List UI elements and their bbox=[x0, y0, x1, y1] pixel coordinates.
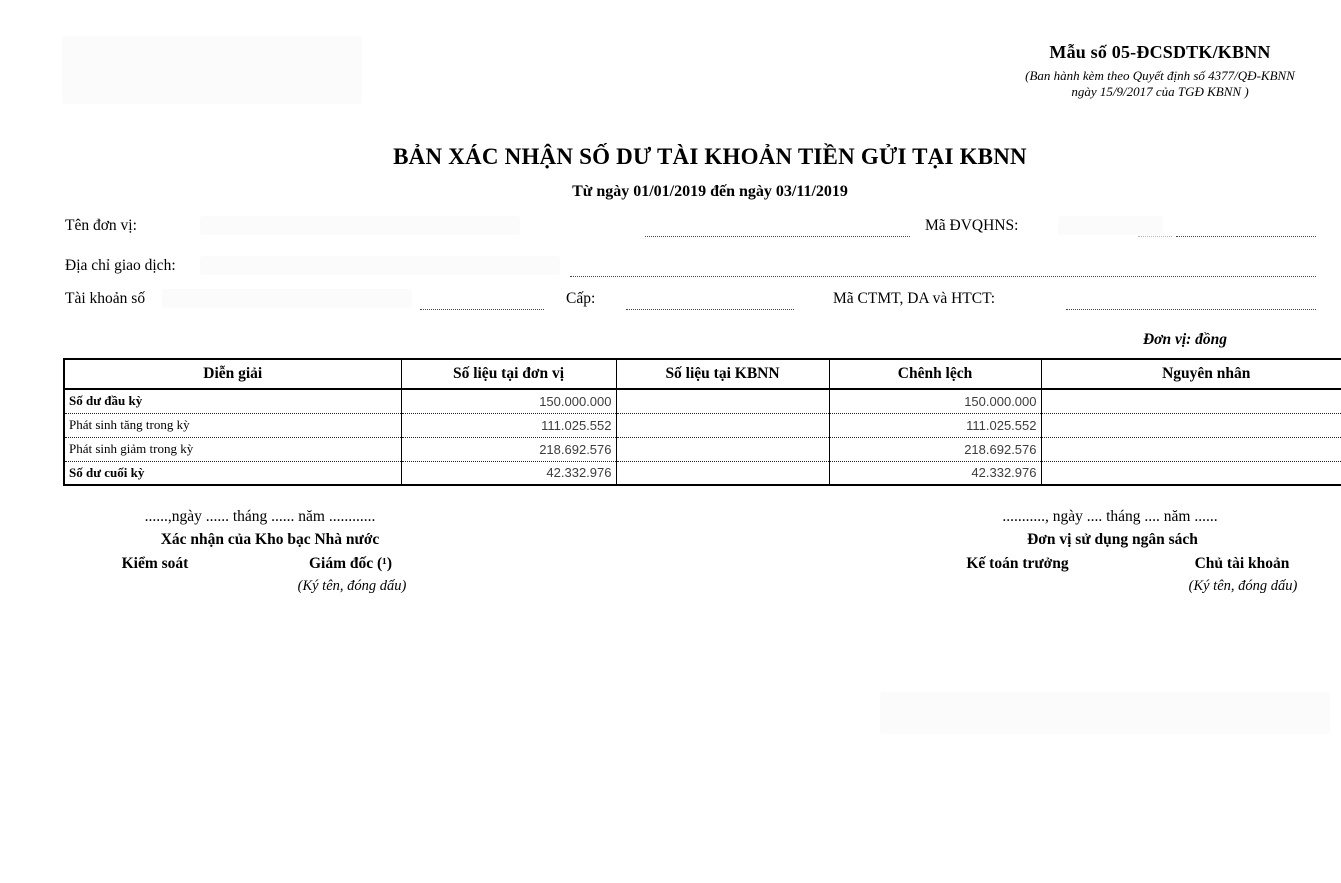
level-label: Cấp: bbox=[566, 290, 596, 307]
treasury-controller-role: Kiểm soát bbox=[121, 555, 189, 572]
dvqhns-dotted-line-light bbox=[1138, 236, 1172, 237]
redacted-unit-name-value bbox=[200, 216, 520, 235]
form-issuance-line1: (Ban hành kèm theo Quyết định số 4377/QĐ-KBNN bbox=[1025, 68, 1295, 83]
dvqhns-label: Mã ĐVQHNS: bbox=[925, 217, 1019, 234]
row-label: Số dư đầu kỳ bbox=[64, 389, 401, 413]
level-dotted-line bbox=[626, 309, 794, 310]
unit-name-label: Tên đơn vị: bbox=[65, 217, 137, 234]
redacted-dvqhns-value bbox=[1058, 216, 1163, 235]
treasury-date-line: ......,ngày ...... tháng ...... năm ............ bbox=[144, 508, 376, 525]
dvqhns-dotted-line bbox=[1176, 236, 1316, 237]
reason-cell bbox=[1041, 389, 1341, 413]
form-issuance-note bbox=[960, 68, 1341, 100]
account-holder-role: Chủ tài khoản bbox=[1194, 555, 1290, 572]
kbnn-figure-cell bbox=[616, 389, 829, 413]
redacted-address-value bbox=[200, 256, 560, 275]
reason-cell bbox=[1041, 437, 1341, 461]
redacted-account-number-value bbox=[162, 289, 412, 308]
unit-date-line: ..........., ngày .... tháng .... năm ...... bbox=[1002, 508, 1218, 525]
subtitle-row bbox=[0, 183, 1341, 201]
row-label: Phát sinh tăng trong kỳ bbox=[64, 413, 401, 437]
table-row-increase bbox=[64, 413, 1341, 437]
col-header-difference: Chênh lệch bbox=[829, 359, 1041, 389]
form-number-block bbox=[960, 42, 1341, 100]
kbnn-figure-cell bbox=[616, 461, 829, 485]
address-label: Địa chỉ giao dịch: bbox=[65, 257, 176, 274]
table-row-decrease bbox=[64, 437, 1341, 461]
treasury-director-role: Giám đốc (¹) bbox=[309, 555, 392, 572]
redacted-letterhead bbox=[62, 36, 362, 104]
unit-figure-cell: 218.692.576 bbox=[401, 437, 616, 461]
treasury-confirmation-title: Xác nhận của Kho bạc Nhà nước bbox=[160, 531, 380, 548]
row-label: Phát sinh giảm trong kỳ bbox=[64, 437, 401, 461]
reason-cell bbox=[1041, 461, 1341, 485]
col-header-kbnn-figure: Số liệu tại KBNN bbox=[616, 359, 829, 389]
currency-note: Đơn vị: đồng bbox=[1142, 331, 1228, 348]
unit-figure-cell: 111.025.552 bbox=[401, 413, 616, 437]
col-header-unit-figure: Số liệu tại đơn vị bbox=[401, 359, 616, 389]
kbnn-figure-cell bbox=[616, 437, 829, 461]
ctmt-dotted-line bbox=[1066, 309, 1316, 310]
chief-accountant-role: Kế toán trưởng bbox=[966, 555, 1069, 572]
ctmt-label: Mã CTMT, DA và HTCT: bbox=[833, 290, 996, 307]
balance-table bbox=[63, 358, 1341, 486]
unit-sign-stamp-note: (Ký tên, đóng dấu) bbox=[1188, 578, 1298, 594]
col-header-reason: Nguyên nhân bbox=[1041, 359, 1341, 389]
balance-table-header bbox=[64, 359, 1341, 389]
account-number-label: Tài khoản số bbox=[65, 290, 146, 307]
difference-cell: 42.332.976 bbox=[829, 461, 1041, 485]
unit-figure-cell: 150.000.000 bbox=[401, 389, 616, 413]
reason-cell bbox=[1041, 413, 1341, 437]
unit-figure-cell: 42.332.976 bbox=[401, 461, 616, 485]
col-header-description: Diễn giải bbox=[64, 359, 401, 389]
currency-note-row bbox=[1060, 331, 1310, 349]
page-title: BẢN XÁC NHẬN SỐ DƯ TÀI KHOẢN TIỀN GỬI TẠI KBNN bbox=[393, 144, 1027, 169]
table-row-opening-balance bbox=[64, 389, 1341, 413]
unit-name-dotted-line bbox=[645, 236, 910, 237]
form-issuance-line2: ngày 15/9/2017 của TGĐ KBNN ) bbox=[1071, 84, 1249, 99]
address-dotted-line bbox=[570, 276, 1316, 277]
table-row-closing-balance bbox=[64, 461, 1341, 485]
form-number: Mẫu số 05-ĐCSDTK/KBNN bbox=[1049, 42, 1271, 62]
difference-cell: 218.692.576 bbox=[829, 437, 1041, 461]
difference-cell: 150.000.000 bbox=[829, 389, 1041, 413]
difference-cell: 111.025.552 bbox=[829, 413, 1041, 437]
treasury-sign-stamp-note: (Ký tên, đóng dấu) bbox=[297, 578, 407, 594]
budget-unit-title: Đơn vị sử dụng ngân sách bbox=[1027, 531, 1198, 548]
title-row bbox=[0, 144, 1341, 170]
date-range-subtitle: Từ ngày 01/01/2019 đến ngày 03/11/2019 bbox=[572, 183, 848, 200]
redacted-signature-names bbox=[880, 692, 1330, 734]
row-label: Số dư cuối kỳ bbox=[64, 461, 401, 485]
kbnn-figure-cell bbox=[616, 413, 829, 437]
account-number-dotted-line bbox=[420, 309, 544, 310]
